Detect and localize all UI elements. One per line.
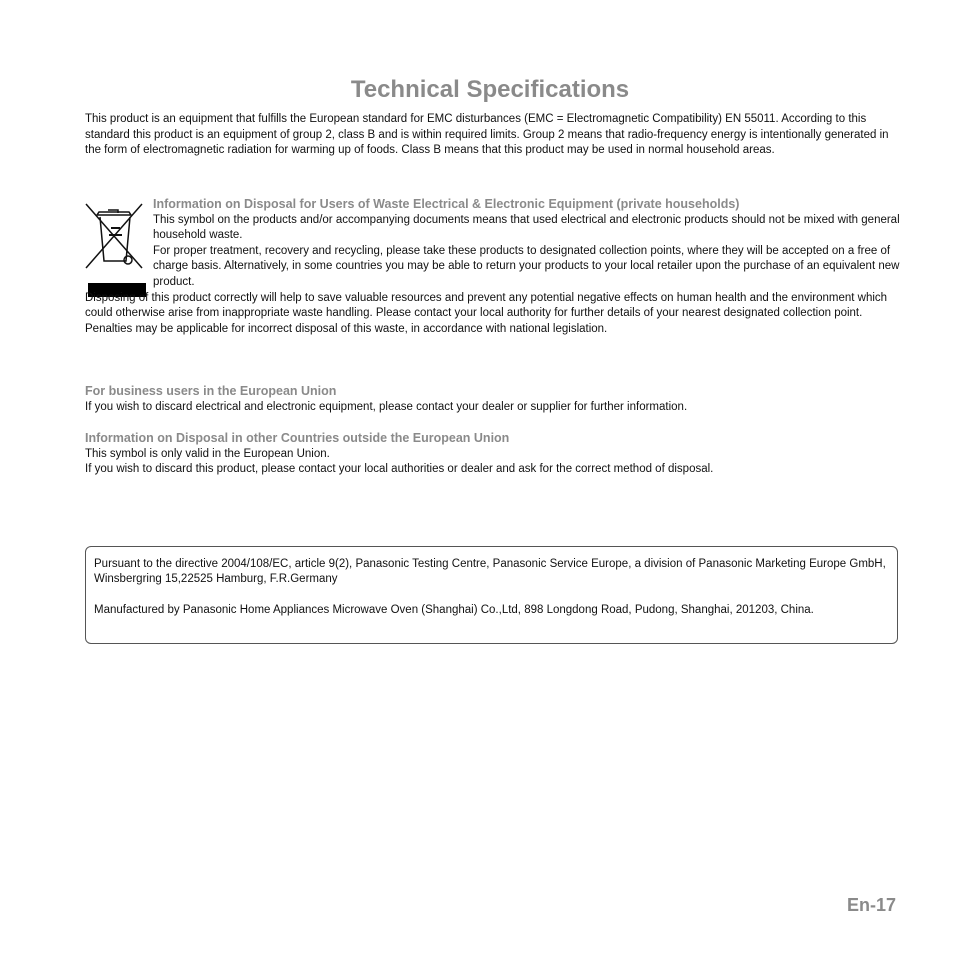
- other-countries-text-1: This symbol is only valid in the European Union.: [85, 447, 330, 460]
- emc-intro-paragraph: This product is an equipment that fulfills the European standard for EMC disturbances (EMC = Electromagnetic Compatibility) EN 55011. According to this standard this product is an equipment of group 2, class B and is within required limits. Group 2 means that radio-frequency energy is intentionally generated in the form of electromagnetic radiation for warming up of foods. Class B means that this product may be used in normal household areas.: [85, 113, 889, 157]
- weee-disposal-heading: Information on Disposal for Users of Waste Electrical & Electronic Equipment (private households): [153, 197, 740, 211]
- other-countries-section: [85, 431, 900, 478]
- weee-paragraph-2: For proper treatment, recovery and recycling, please take these products to designated collection points, where they will be accepted on a free of charge basis. Alternatively, in some countries you may be able to return your products to your local retailer upon the purchase of an equivalent new product.: [153, 244, 900, 288]
- weee-paragraph-4: Penalties may be applicable for incorrect disposal of this waste, in accordance with national legislation.: [85, 322, 608, 335]
- business-users-text: If you wish to discard electrical and electronic equipment, please contact your dealer or supplier for further information.: [85, 400, 688, 413]
- business-users-heading: For business users in the European Union: [85, 384, 337, 398]
- directive-text: Pursuant to the directive 2004/108/EC, article 9(2), Panasonic Testing Centre, Panasonic Service Europe, a division of Panasonic Marketing Europe GmbH, Winsbergring 15,22525 Hamburg, F.R.Germany: [94, 558, 886, 586]
- business-users-section: [85, 384, 900, 415]
- manufacturer-info-box: [85, 546, 898, 644]
- weee-paragraph-3: Disposing of this product correctly will help to save valuable resources and prevent any potential negative effects on human health and the environment which could otherwise arise from inappropriate waste handling. Please contact your local authority for further details of your nearest designated collection point.: [85, 291, 888, 320]
- weee-paragraph-1: This symbol on the products and/or accompanying documents means that used electrical and electronic products should not be mixed with general household waste.: [153, 213, 900, 242]
- weee-disposal-section: [85, 197, 900, 337]
- page-number: En-17: [846, 895, 896, 915]
- other-countries-heading: Information on Disposal in other Countries outside the European Union: [85, 431, 510, 445]
- other-countries-text-2: If you wish to discard this product, please contact your local authorities or dealer and ask for the correct method of disposal.: [85, 463, 714, 476]
- manufacturer-text: Manufactured by Panasonic Home Appliances Microwave Oven (Shanghai) Co.,Ltd, 898 Longdong Road, Pudong, Shanghai, 201203, China.: [94, 603, 814, 616]
- page-title: Technical Specifications: [350, 76, 630, 104]
